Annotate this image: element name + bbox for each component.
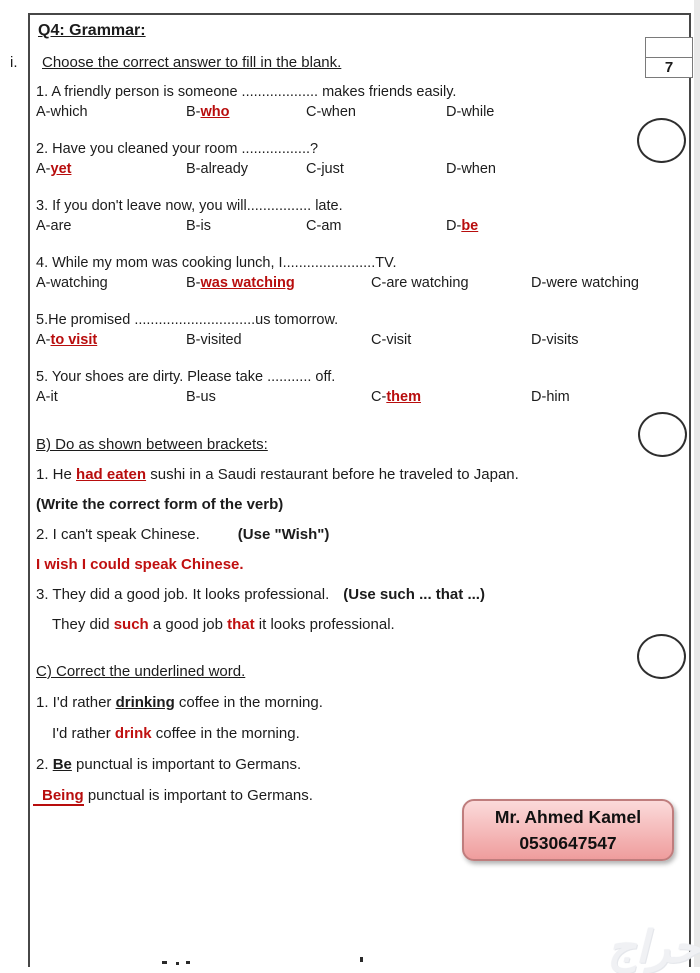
option-b: B-us xyxy=(186,389,216,405)
section-title: Q4: Grammar: xyxy=(38,22,146,39)
cutoff-text-fragment xyxy=(162,961,167,964)
score-box xyxy=(645,37,693,78)
part-c-heading: C) Correct the underlined word. xyxy=(36,663,246,680)
score-cell-empty xyxy=(646,38,692,58)
option-c: C-visit xyxy=(371,332,412,348)
option-b: B-is xyxy=(186,218,211,234)
list-marker: i. xyxy=(10,54,18,71)
question-stem: 4. While my mom was cooking lunch, I.......................TV. xyxy=(36,255,397,271)
option-c-correct: C-them xyxy=(371,389,421,405)
scan-page-edge xyxy=(694,0,700,967)
option-b-correct: B-was watching xyxy=(186,275,295,291)
option-d: D-visits xyxy=(531,332,579,348)
part-b-q3: 3. They did a good job. It looks professional. (Use such ... that ...) xyxy=(36,586,485,603)
option-d: D-him xyxy=(531,389,570,405)
part-b-note: (Write the correct form of the verb) xyxy=(36,496,284,513)
cutoff-text-fragment xyxy=(176,962,179,965)
option-c: C-when xyxy=(306,104,356,120)
options-row xyxy=(36,161,679,178)
option-d-correct: D-be xyxy=(446,218,479,234)
option-b-correct: B-who xyxy=(186,104,230,120)
underlined-word: drinking xyxy=(115,694,175,711)
options-row xyxy=(36,275,679,292)
cutoff-text-fragment xyxy=(186,961,190,964)
option-a: A-are xyxy=(36,218,72,234)
cutoff-text-fragment xyxy=(360,957,363,962)
question-stem: 5.He promised ..............................us tomorrow. xyxy=(36,312,339,328)
grading-circle xyxy=(637,634,686,679)
highlighted-verb: had eaten xyxy=(76,466,147,483)
option-a: A-which xyxy=(36,104,88,120)
part-choose-heading-row xyxy=(10,54,679,71)
part-c-q1: 1. I'd rather drinking coffee in the morning. xyxy=(36,694,323,711)
question-stem: 1. A friendly person is someone ................... makes friends easily. xyxy=(36,84,457,100)
haraj-watermark-logo: حراج xyxy=(607,922,700,973)
part-b-q3-answer: They did such a good job that it looks professional. xyxy=(52,616,395,633)
part-c-q2-answer: Being punctual is important to Germans. xyxy=(36,787,679,804)
teacher-badge xyxy=(462,799,674,861)
grading-circle xyxy=(638,412,687,457)
underlined-word: Be xyxy=(52,756,72,773)
option-a: A-watching xyxy=(36,275,108,291)
instruction-bracket: (Use such ... that ...) xyxy=(343,586,485,603)
question-stem: 5. Your shoes are dirty. Please take ........... off. xyxy=(36,369,336,385)
question-stem: 2. Have you cleaned your room .................? xyxy=(36,141,319,157)
options-row xyxy=(36,218,679,235)
option-a-correct: A-yet xyxy=(36,161,72,177)
grading-circle xyxy=(637,118,686,163)
score-cell-value: 7 xyxy=(664,59,674,76)
option-d: D-when xyxy=(446,161,496,177)
instruction-bracket: (Use "Wish") xyxy=(237,526,330,543)
part-b-q2-answer: I wish I could speak Chinese. xyxy=(36,556,244,573)
part-b-heading: B) Do as shown between brackets: xyxy=(36,436,268,453)
option-a: A-it xyxy=(36,389,58,405)
part-c-q2: 2. Be punctual is important to Germans. xyxy=(36,756,302,773)
options-row xyxy=(36,104,679,121)
options-row xyxy=(36,389,679,406)
part-c-q1-answer: I'd rather drink coffee in the morning. xyxy=(52,725,300,742)
options-row xyxy=(36,332,679,349)
option-b: B-already xyxy=(186,161,249,177)
option-c: C-am xyxy=(306,218,342,234)
option-d: D-while xyxy=(446,104,495,120)
option-b: B-visited xyxy=(186,332,242,348)
teacher-name: Mr. Ahmed Kamel xyxy=(494,806,642,827)
corrected-word: Being xyxy=(33,787,84,806)
option-a-correct: A-to visit xyxy=(36,332,98,348)
part-b-q2: 2. I can't speak Chinese. (Use "Wish") xyxy=(36,526,330,543)
part-choose-heading: Choose the correct answer to fill in the blank. xyxy=(42,54,342,71)
option-d: D-were watching xyxy=(531,275,639,291)
question-stem: 3. If you don't leave now, you will................ late. xyxy=(36,198,343,214)
part-b-q1: 1. He had eaten sushi in a Saudi restaurant before he traveled to Japan. xyxy=(36,466,519,483)
teacher-phone: 0530647547 xyxy=(519,833,617,853)
option-c: C-just xyxy=(306,161,344,177)
option-c: C-are watching xyxy=(371,275,469,291)
